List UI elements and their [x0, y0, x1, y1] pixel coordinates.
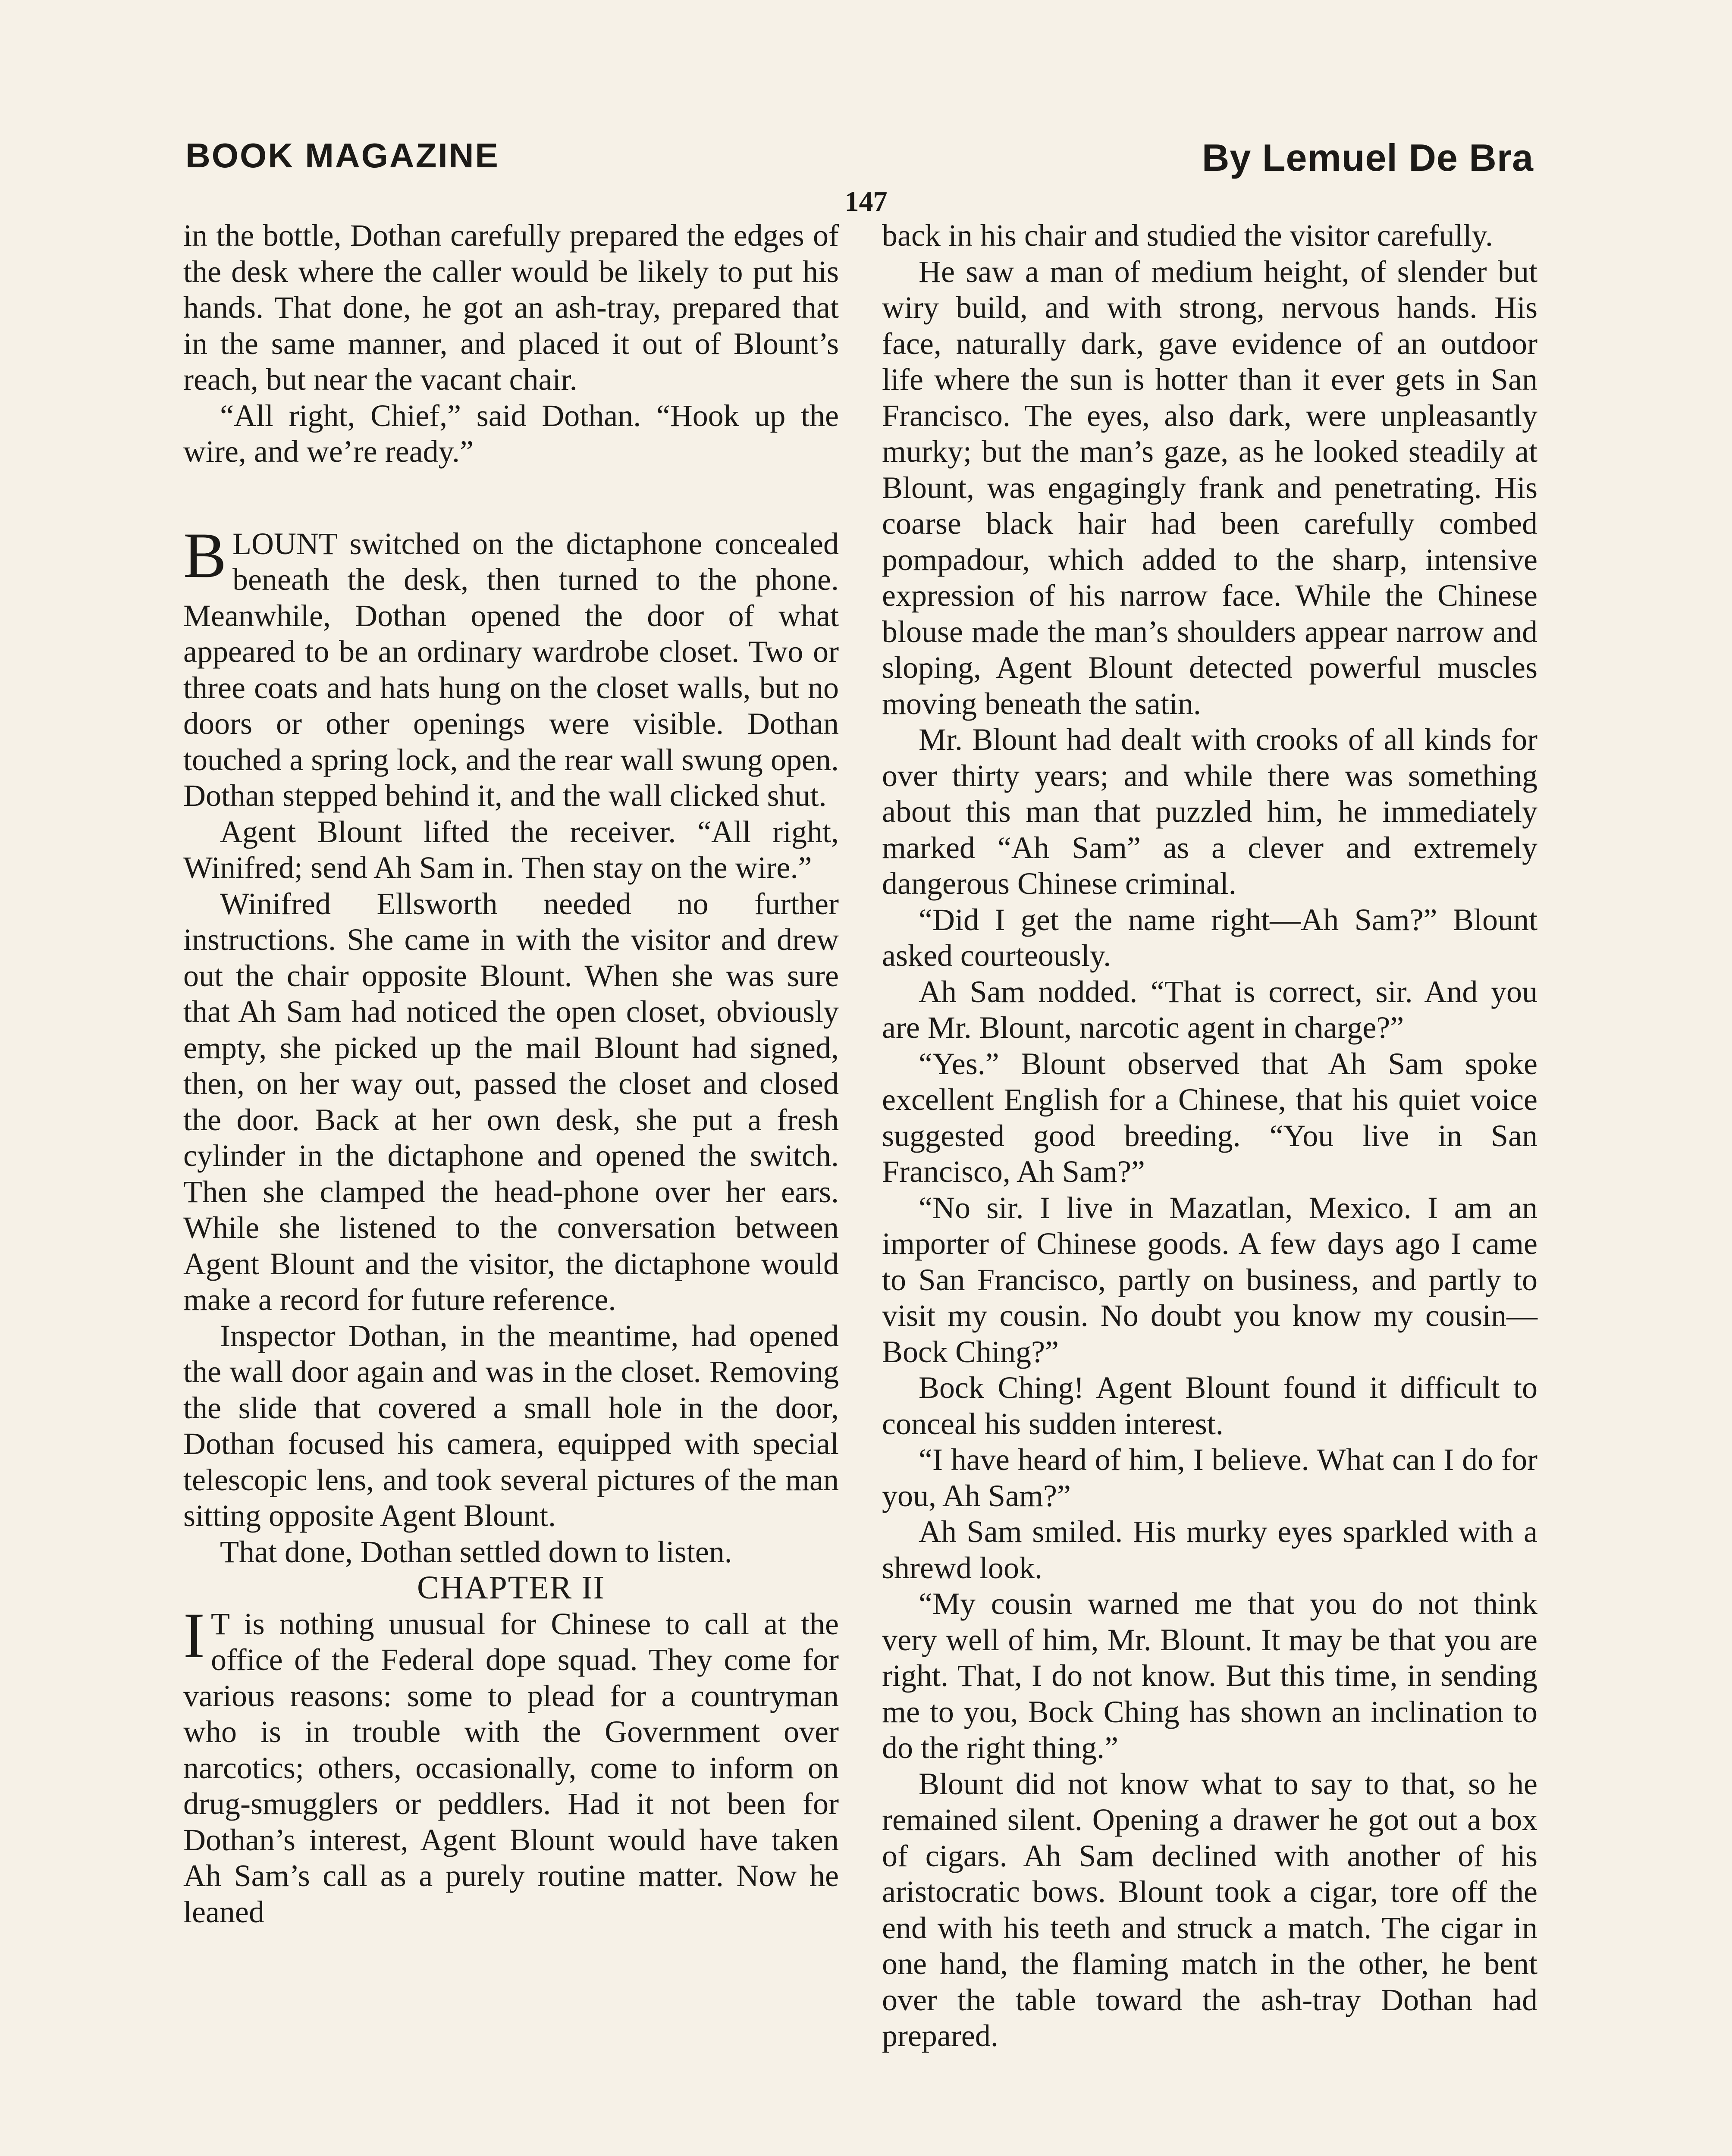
paragraph-dropcap — [183, 519, 839, 814]
paragraph: Bock Ching! Agent Blount found it difficult to conceal his sudden interest. — [882, 1370, 1537, 1441]
magazine-title: BOOK MAGAZINE — [185, 136, 499, 175]
paragraph: “No sir. I live in Mazatlan, Mexico. I am an importer of Chinese goods. A few days ago I came to San Francisco, partly on business, and partly to visit my cousin. No doubt you know my cousin—Bock Ching?” — [882, 1190, 1537, 1369]
drop-cap: I — [183, 1599, 205, 1671]
paragraph: He saw a man of medium height, of slender but wiry build, and with strong, nervous hands. His face, naturally dark, gave evidence of an outdoor life where the sun is hotter than it ever gets in San Francisco. The eyes, also dark, were unpleasantly murky; but the man’s gaze, as he looked steadily at Blount, was engagingly frank and penetrating. His coarse black hair had been carefully combed pompadour, which added to the sharp, intensive expression of his narrow face. While the Chinese blouse made the man’s shoulders appear narrow and sloping, Agent Blount detected powerful muscles moving beneath the satin. — [882, 254, 1537, 721]
drop-cap: B — [183, 519, 227, 591]
paragraph: That done, Dothan settled down to listen. — [220, 1534, 732, 1569]
paragraph: Ah Sam smiled. His murky eyes sparkled with a shrewd look. — [882, 1514, 1537, 1585]
paragraph: Blount did not know what to say to that, so he remained silent. Opening a drawer he got out a box of cigars. Ah Sam declined with another of his aristocratic bows. Blount took a cigar, tore off the end with his teeth and struck a match. The cigar in one hand, the flaming match in the other, he bent over the table toward the ash-tray Dothan had prepared. — [882, 1766, 1537, 2053]
chapter-heading: CHAPTER II — [417, 1570, 605, 1606]
paragraph: “All right, Chief,” said Dothan. “Hook up the wire, and we’re ready.” — [183, 398, 839, 469]
page-number: 147 — [844, 186, 888, 217]
paragraph-dropcap — [183, 1599, 839, 1930]
paragraph: Mr. Blount had dealt with crooks of all kinds for over thirty years; and while there was something about this man that puzzled him, he immediately marked “Ah Sam” as a clever and extremely dangerous Chinese criminal. — [882, 722, 1537, 901]
paragraph: “My cousin warned me that you do not think very well of him, Mr. Blount. It may be that you are right. That, I do not know. But this time, in sending me to you, Bock Ching has shown an inclination to do the right thing.” — [882, 1586, 1537, 1765]
paragraph: “Did I get the name right—Ah Sam?” Blount asked courteously. — [882, 902, 1537, 973]
paragraph: Agent Blount lifted the receiver. “All right, Winifred; send Ah Sam in. Then stay on the wire.” — [183, 814, 839, 885]
paragraph: Inspector Dothan, in the meantime, had opened the wall door again and was in the closet. Removing the slide that covered a small hole in the door, Dothan focused his camera, equipped with special telescopic lens, and took several pictures of the man sitting opposite Agent Blount. — [183, 1318, 839, 1533]
paragraph: “Yes.” Blount observed that Ah Sam spoke excellent English for a Chinese, that his quiet voice suggested good breeding. “You live in San Francisco, Ah Sam?” — [882, 1046, 1537, 1189]
paragraph: “I have heard of him, I believe. What can I do for you, Ah Sam?” — [882, 1442, 1537, 1513]
left-column — [183, 218, 839, 1930]
right-column — [882, 218, 1537, 2054]
paragraph: Ah Sam nodded. “That is correct, sir. And you are Mr. Blount, narcotic agent in charge?” — [882, 974, 1537, 1045]
paragraph: back in his chair and studied the visitor carefully. — [882, 218, 1493, 253]
paragraph-text: LOUNT switched on the dictaphone concealed beneath the desk, then turned to the phone. Meanwhile, Dothan opened the door of what appeared to be an ordinary wardrobe closet. Two or three coats and hats hung on the closet walls, but no doors or other openings were visible. Dothan touched a spring lock, and the rear wall swung open. Dothan stepped behind it, and the wall clicked shut. — [183, 526, 839, 813]
paragraph-text: T is nothing unusual for Chinese to call at the office of the Federal dope squad. They come for various reasons: some to plead for a countryman who is in trouble with the Government over narcotics; others, occasionally, come to inform on drug-smugglers or peddlers. Had it not been for Dothan’s interest, Agent Blount would have taken Ah Sam’s call as a purely routine matter. Now he leaned — [183, 1606, 839, 1929]
paragraph: in the bottle, Dothan carefully prepared the edges of the desk where the caller would be likely to put his hands. That done, he got an ash-tray, prepared that in the same manner, and placed it out of Blount’s reach, but near the vacant chair. — [183, 218, 839, 397]
paragraph: Winifred Ellsworth needed no further instructions. She came in with the visitor and drew out the chair opposite Blount. When she was sure that Ah Sam had noticed the open closet, obviously empty, she picked up the mail Blount had signed, then, on her way out, passed the closet and closed the door. Back at her own desk, she put a fresh cylinder in the dictaphone and opened the switch. Then she clamped the head-phone over her ears. While she listened to the conversation between Agent Blount and the visitor, the dictaphone would make a record for future reference. — [183, 886, 839, 1317]
author-byline: By Lemuel De Bra — [1202, 136, 1534, 179]
